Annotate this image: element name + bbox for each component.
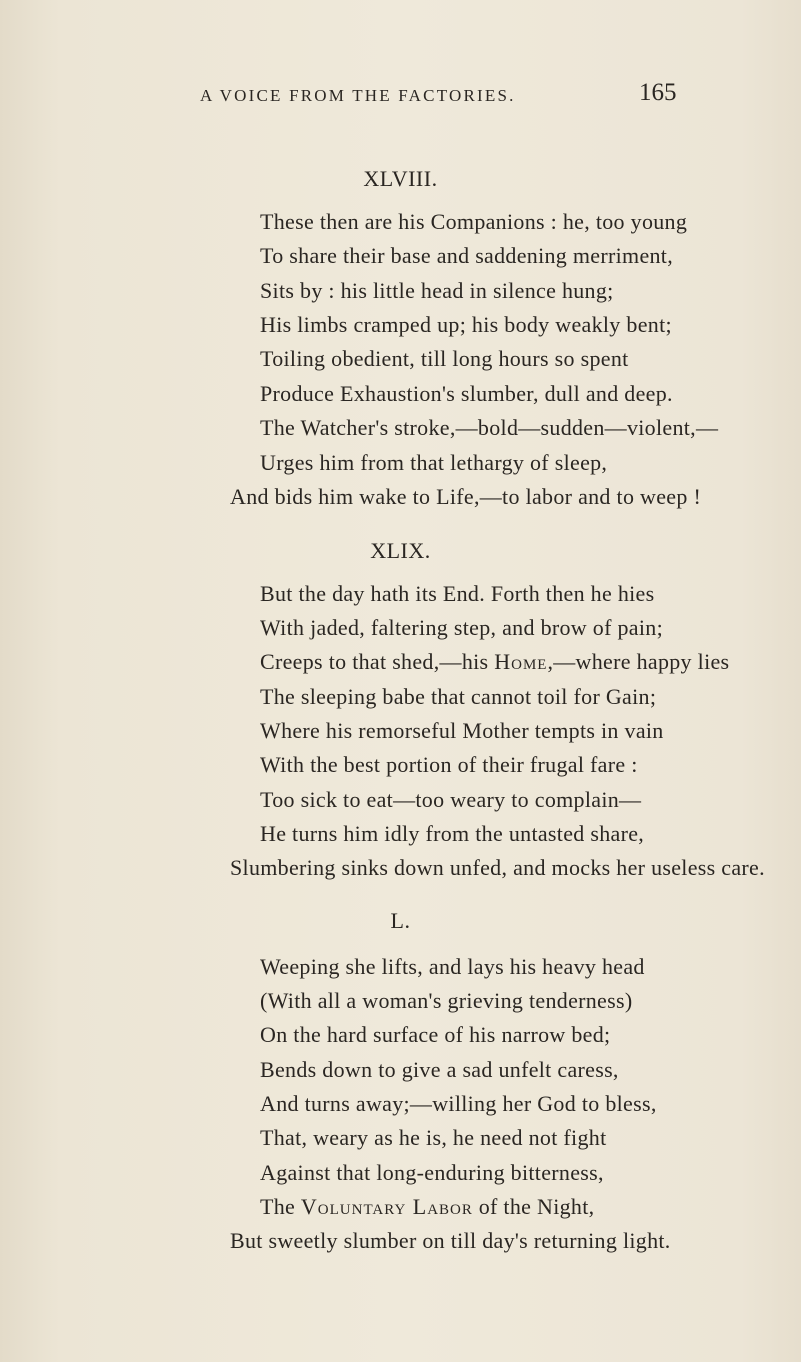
verse-line: He turns him idly from the untasted share, xyxy=(260,821,645,846)
verse-line: The Watcher's stroke,—bold—sudden—violent,— xyxy=(260,415,719,440)
page-number: 165 xyxy=(639,79,677,106)
verse-text: ,—where happy lies xyxy=(547,649,730,674)
stanza-numeral: XLIX. xyxy=(370,538,431,563)
verse-line xyxy=(260,1194,594,1220)
verse-line: These then are his Companions : he, too young xyxy=(260,209,688,234)
verse-line: His limbs cramped up; his body weakly bent; xyxy=(260,312,672,337)
verse-line: But sweetly slumber on till day's returning light. xyxy=(230,1228,671,1253)
verse-text: The xyxy=(260,1194,296,1219)
verse-line: With the best portion of their frugal fare : xyxy=(260,752,638,777)
emphasis-home: Home xyxy=(494,649,548,674)
verse-line: Sits by : his little head in silence hung; xyxy=(260,278,614,303)
verse-line: But the day hath its End. Forth then he hies xyxy=(260,581,655,606)
verse-line: And turns away;—willing her God to bless, xyxy=(260,1091,657,1116)
verse-line: Weeping she lifts, and lays his heavy head xyxy=(260,954,645,979)
verse-text: Creeps to that shed,—his xyxy=(260,649,489,674)
verse-line xyxy=(260,649,729,675)
verse-line: On the hard surface of his narrow bed; xyxy=(260,1022,611,1047)
verse-line: Toiling obedient, till long hours so spent xyxy=(260,346,629,371)
stanza-numeral: L. xyxy=(390,908,411,933)
verse-text: of the Night, xyxy=(478,1194,595,1219)
verse-line: And bids him wake to Life,—to labor and to weep ! xyxy=(230,484,702,509)
verse-line: With jaded, faltering step, and brow of pain; xyxy=(260,615,664,640)
verse-line: Too sick to eat—too weary to complain— xyxy=(260,787,642,812)
verse-line: Urges him from that lethargy of sleep, xyxy=(260,450,608,475)
verse-line: The sleeping babe that cannot toil for Gain; xyxy=(260,684,657,709)
verse-line: Slumbering sinks down unfed, and mocks her useless care. xyxy=(230,855,765,880)
verse-line: Produce Exhaustion's slumber, dull and deep. xyxy=(260,381,673,406)
verse-line: Where his remorseful Mother tempts in vain xyxy=(260,718,664,743)
verse-line: (With all a woman's grieving tenderness) xyxy=(260,988,633,1013)
verse-line: To share their base and saddening merriment, xyxy=(260,243,674,268)
running-title: A VOICE FROM THE FACTORIES. xyxy=(200,86,516,105)
stanza-numeral: XLVIII. xyxy=(363,166,438,191)
emphasis-voluntary-labor: Voluntary Labor xyxy=(300,1194,473,1219)
verse-line: Against that long-enduring bitterness, xyxy=(260,1160,604,1185)
verse-line: That, weary as he is, he need not fight xyxy=(260,1125,607,1150)
verse-line: Bends down to give a sad unfelt caress, xyxy=(260,1057,619,1082)
